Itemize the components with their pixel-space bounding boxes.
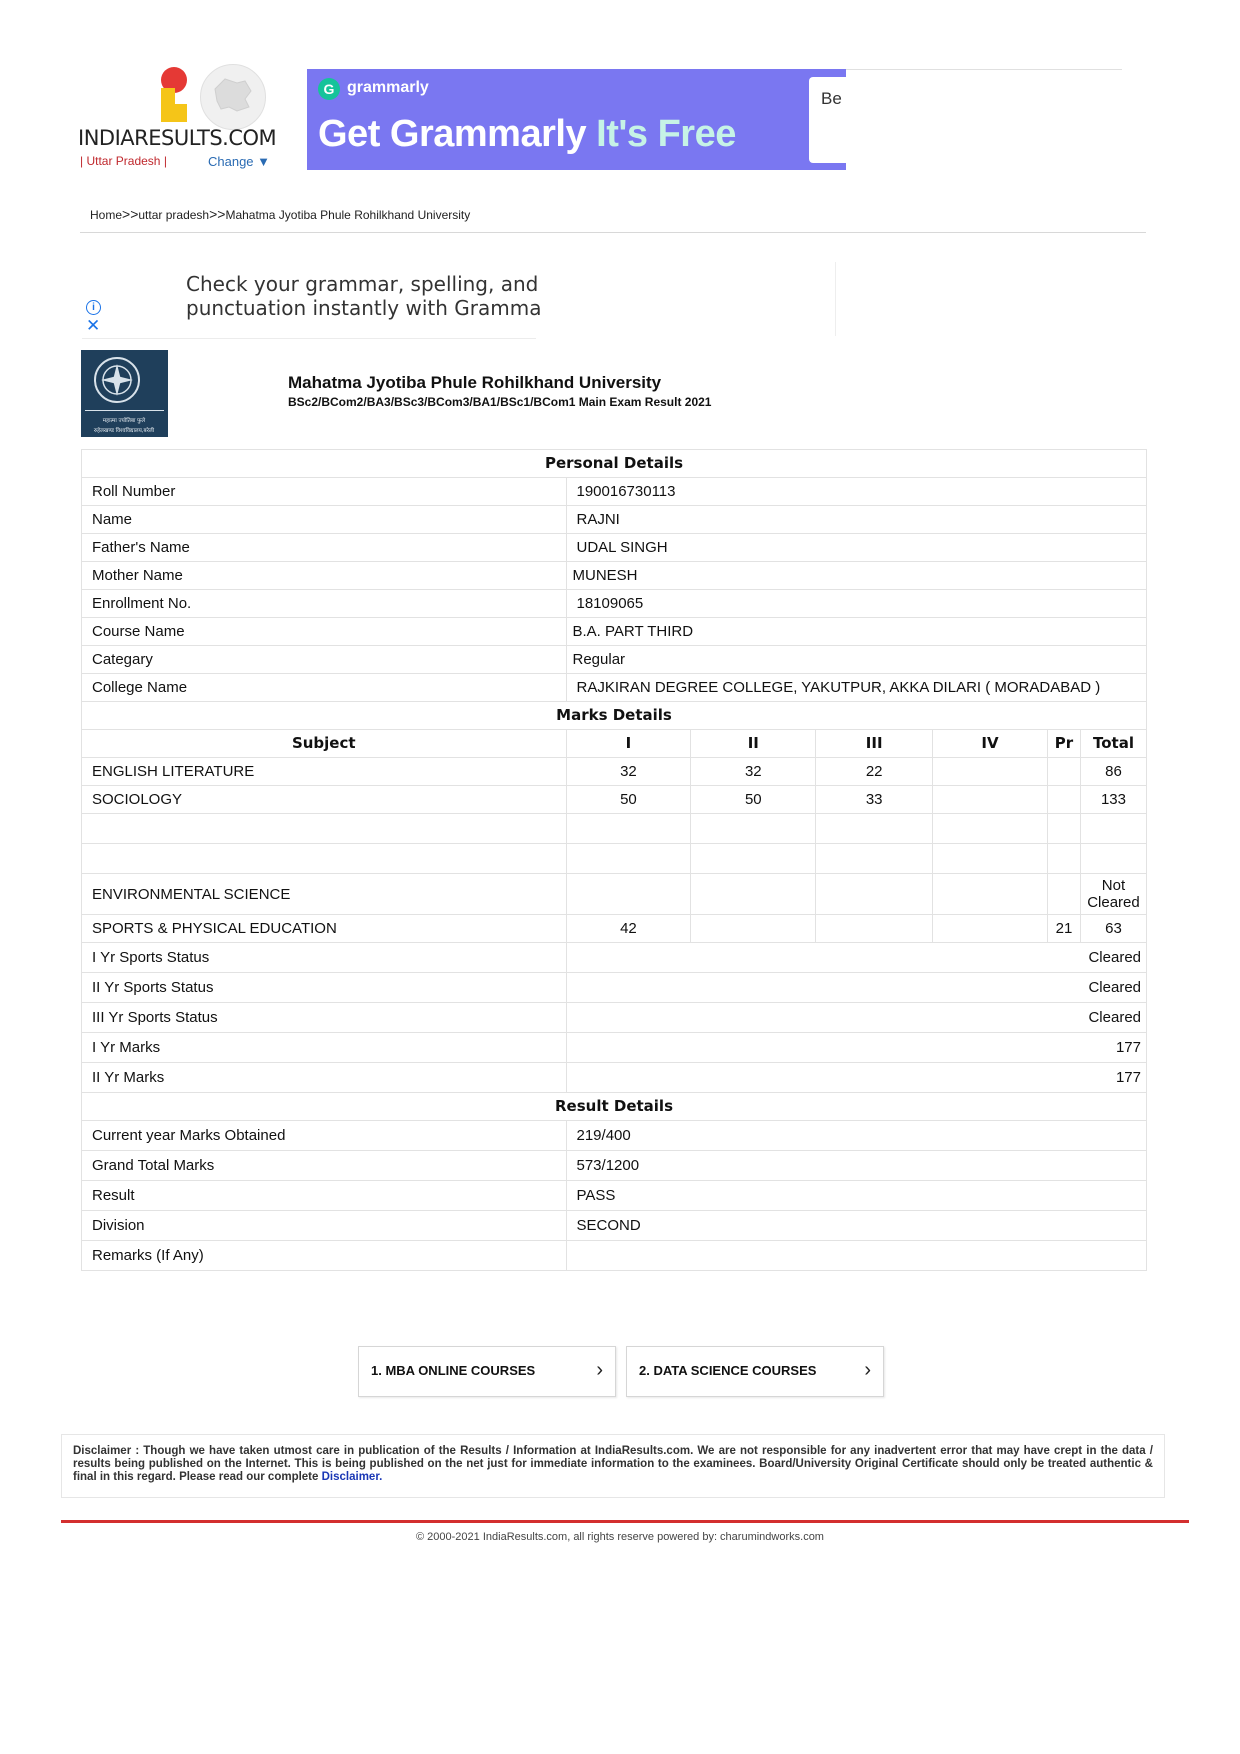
column-header: III — [816, 730, 933, 758]
row-label: Result — [82, 1181, 567, 1211]
ad-side-text: Be — [821, 89, 842, 108]
table-row — [82, 618, 1147, 646]
table-row — [82, 758, 1147, 786]
table-row — [82, 646, 1147, 674]
enrollment-number: 18109065 — [566, 590, 1147, 618]
row-label: Enrollment No. — [82, 590, 567, 618]
division-value: SECOND — [566, 1211, 1147, 1241]
father-name: UDAL SINGH — [566, 534, 1147, 562]
university-name: Mahatma Jyotiba Phule Rohilkhand University — [288, 373, 662, 392]
mark-i: 50 — [566, 786, 691, 814]
column-header: Pr — [1047, 730, 1080, 758]
exam-name: BSc2/BCom2/BA3/BSc3/BCom3/BA1/BSc1/BCom1 Main Exam Result 2021 — [288, 395, 712, 409]
university-logo-line-2: रुहेलखण्ड विश्वविद्यालय,बरेली — [93, 428, 155, 434]
row-label: Grand Total Marks — [82, 1151, 567, 1181]
ad-close-icon[interactable]: ✕ — [86, 316, 101, 335]
mark-total — [1080, 874, 1146, 915]
breadcrumb — [90, 206, 470, 222]
table-row — [82, 1063, 1147, 1093]
column-header: II — [691, 730, 816, 758]
table-row — [82, 973, 1147, 1003]
status-value: 177 — [566, 1033, 1147, 1063]
mark-pr: 21 — [1047, 915, 1080, 943]
marks-header-row — [82, 730, 1147, 758]
column-header: I — [566, 730, 691, 758]
row-label: Roll Number — [82, 478, 567, 506]
subject-name: ENVIRONMENTAL SCIENCE — [82, 874, 567, 915]
divider — [846, 69, 1122, 70]
personal-details-heading: Personal Details — [82, 450, 1147, 478]
ad-info-icon[interactable]: i — [86, 300, 101, 315]
footer-divider — [61, 1520, 1189, 1523]
breadcrumb-separator: >> — [209, 206, 226, 222]
column-header: Subject — [82, 730, 567, 758]
mark-iv — [933, 758, 1048, 786]
mark-iii: 33 — [816, 786, 933, 814]
table-row — [82, 534, 1147, 562]
empty-row — [82, 844, 1147, 874]
breadcrumb-state[interactable]: uttar pradesh — [138, 208, 210, 222]
row-label: II Yr Marks — [82, 1063, 567, 1093]
status-value: 177 — [566, 1063, 1147, 1093]
table-row — [82, 506, 1147, 534]
mother-name: MUNESH — [566, 562, 1147, 590]
divider — [835, 262, 836, 336]
table-row — [82, 478, 1147, 506]
college-name: RAJKIRAN DEGREE COLLEGE, YAKUTPUR, AKKA DILARI ( MORADABAD ) — [566, 674, 1147, 702]
grammarly-logo-icon: G — [318, 78, 340, 100]
disclaimer-link[interactable]: Disclaimer. — [321, 1471, 383, 1483]
empty-row — [82, 814, 1147, 844]
mark-total: 86 — [1080, 758, 1146, 786]
mark-ii: 50 — [691, 786, 816, 814]
table-row — [82, 1211, 1147, 1241]
ad-text-line-1: Check your grammar, spelling, and — [186, 272, 539, 296]
not-label: Not — [1101, 877, 1126, 894]
row-label: Father's Name — [82, 534, 567, 562]
result-details-heading: Result Details — [82, 1093, 1147, 1121]
remarks-value — [566, 1241, 1147, 1271]
table-row — [82, 674, 1147, 702]
row-label: Current year Marks Obtained — [82, 1121, 567, 1151]
mark-iv — [933, 786, 1048, 814]
row-label: I Yr Marks — [82, 1033, 567, 1063]
row-label: Course Name — [82, 618, 567, 646]
row-label: II Yr Sports Status — [82, 973, 567, 1003]
table-row — [82, 1033, 1147, 1063]
footer-copyright: © 2000-2021 IndiaResults.com, all rights reserve powered by: charumindworks.com — [416, 1531, 824, 1543]
university-logo — [81, 350, 168, 437]
change-state-link[interactable]: Change ▼ — [208, 154, 271, 169]
column-header: IV — [933, 730, 1048, 758]
ad-brand: grammarly — [347, 79, 429, 96]
mark-total: 133 — [1080, 786, 1146, 814]
mark-ii: 32 — [691, 758, 816, 786]
row-label: Division — [82, 1211, 567, 1241]
mark-i: 32 — [566, 758, 691, 786]
mba-online-courses-button[interactable] — [358, 1346, 616, 1397]
chevron-right-icon: › — [596, 1359, 603, 1381]
table-row — [82, 943, 1147, 973]
roll-number: 190016730113 — [566, 478, 1147, 506]
table-row — [82, 562, 1147, 590]
subject-name: SOCIOLOGY — [82, 786, 567, 814]
current-year-marks: 219/400 — [566, 1121, 1147, 1151]
category: Regular — [566, 646, 1147, 674]
state-label: | Uttar Pradesh | — [80, 154, 167, 168]
table-row — [82, 590, 1147, 618]
status-value: Cleared — [566, 1003, 1147, 1033]
subject-name: ENGLISH LITERATURE — [82, 758, 567, 786]
table-row — [82, 874, 1147, 915]
table-row — [82, 1181, 1147, 1211]
disclaimer-text: Disclaimer : Though we have taken utmost care in publication of the Results / Information at IndiaResults.com. We are not responsible for any inadvertent error that may have crept in the data / results being published on the Internet. This is being published on the net just for immediate information to the examinees. Board/University Original Certificate should only be treated authentic & final in this regard. Please read our complete — [73, 1445, 1153, 1483]
status-value: Cleared — [566, 973, 1147, 1003]
column-header: Total — [1080, 730, 1146, 758]
grammarly-ad-banner[interactable] — [307, 69, 846, 170]
table-row — [82, 1003, 1147, 1033]
table-row — [82, 915, 1147, 943]
disclaimer — [61, 1434, 1165, 1498]
marks-details-heading: Marks Details — [82, 702, 1147, 730]
chevron-right-icon: › — [864, 1359, 871, 1381]
row-label: Name — [82, 506, 567, 534]
university-logo-line-1: महात्मा ज्योतिबा फुले — [102, 418, 146, 424]
data-science-courses-button[interactable] — [626, 1346, 884, 1397]
grand-total-marks: 573/1200 — [566, 1151, 1147, 1181]
breadcrumb-university[interactable]: Mahatma Jyotiba Phule Rohilkhand University — [225, 208, 471, 222]
state-map-icon — [200, 64, 266, 130]
brand-name: INDIARESULTS.COM — [78, 126, 277, 150]
ad-headline — [318, 113, 736, 156]
table-row — [82, 1151, 1147, 1181]
link-label: 2. DATA SCIENCE COURSES — [639, 1363, 817, 1378]
result-value: PASS — [566, 1181, 1147, 1211]
map-pin-icon — [158, 66, 188, 122]
mark-i: 42 — [566, 915, 691, 943]
breadcrumb-separator: >> — [122, 206, 139, 222]
row-label: Categary — [82, 646, 567, 674]
student-name: RAJNI — [566, 506, 1147, 534]
subject-name: SPORTS & PHYSICAL EDUCATION — [82, 915, 567, 943]
result-table — [81, 449, 1147, 1271]
mark-pr — [1047, 786, 1080, 814]
divider — [80, 232, 1146, 233]
row-label: III Yr Sports Status — [82, 1003, 567, 1033]
text-ad[interactable] — [82, 258, 542, 339]
cleared-label: Cleared — [1087, 894, 1140, 911]
status-value: Cleared — [566, 943, 1147, 973]
mark-iii: 22 — [816, 758, 933, 786]
row-label: College Name — [82, 674, 567, 702]
breadcrumb-home[interactable]: Home — [90, 208, 123, 222]
ad-side-card — [809, 77, 846, 163]
row-label: Remarks (If Any) — [82, 1241, 567, 1271]
indiaresults-logo[interactable] — [78, 62, 278, 174]
table-row — [82, 1241, 1147, 1271]
mark-total: 63 — [1080, 915, 1146, 943]
ad-headline-accent: It's Free — [596, 113, 736, 155]
ad-text-line-2: punctuation instantly with Gramma — [186, 296, 542, 320]
row-label: I Yr Sports Status — [82, 943, 567, 973]
row-label: Mother Name — [82, 562, 567, 590]
course-name: B.A. PART THIRD — [566, 618, 1147, 646]
table-row — [82, 786, 1147, 814]
link-label: 1. MBA ONLINE COURSES — [371, 1363, 536, 1378]
ad-headline-main: Get Grammarly — [318, 113, 587, 155]
table-row — [82, 1121, 1147, 1151]
mark-pr — [1047, 758, 1080, 786]
